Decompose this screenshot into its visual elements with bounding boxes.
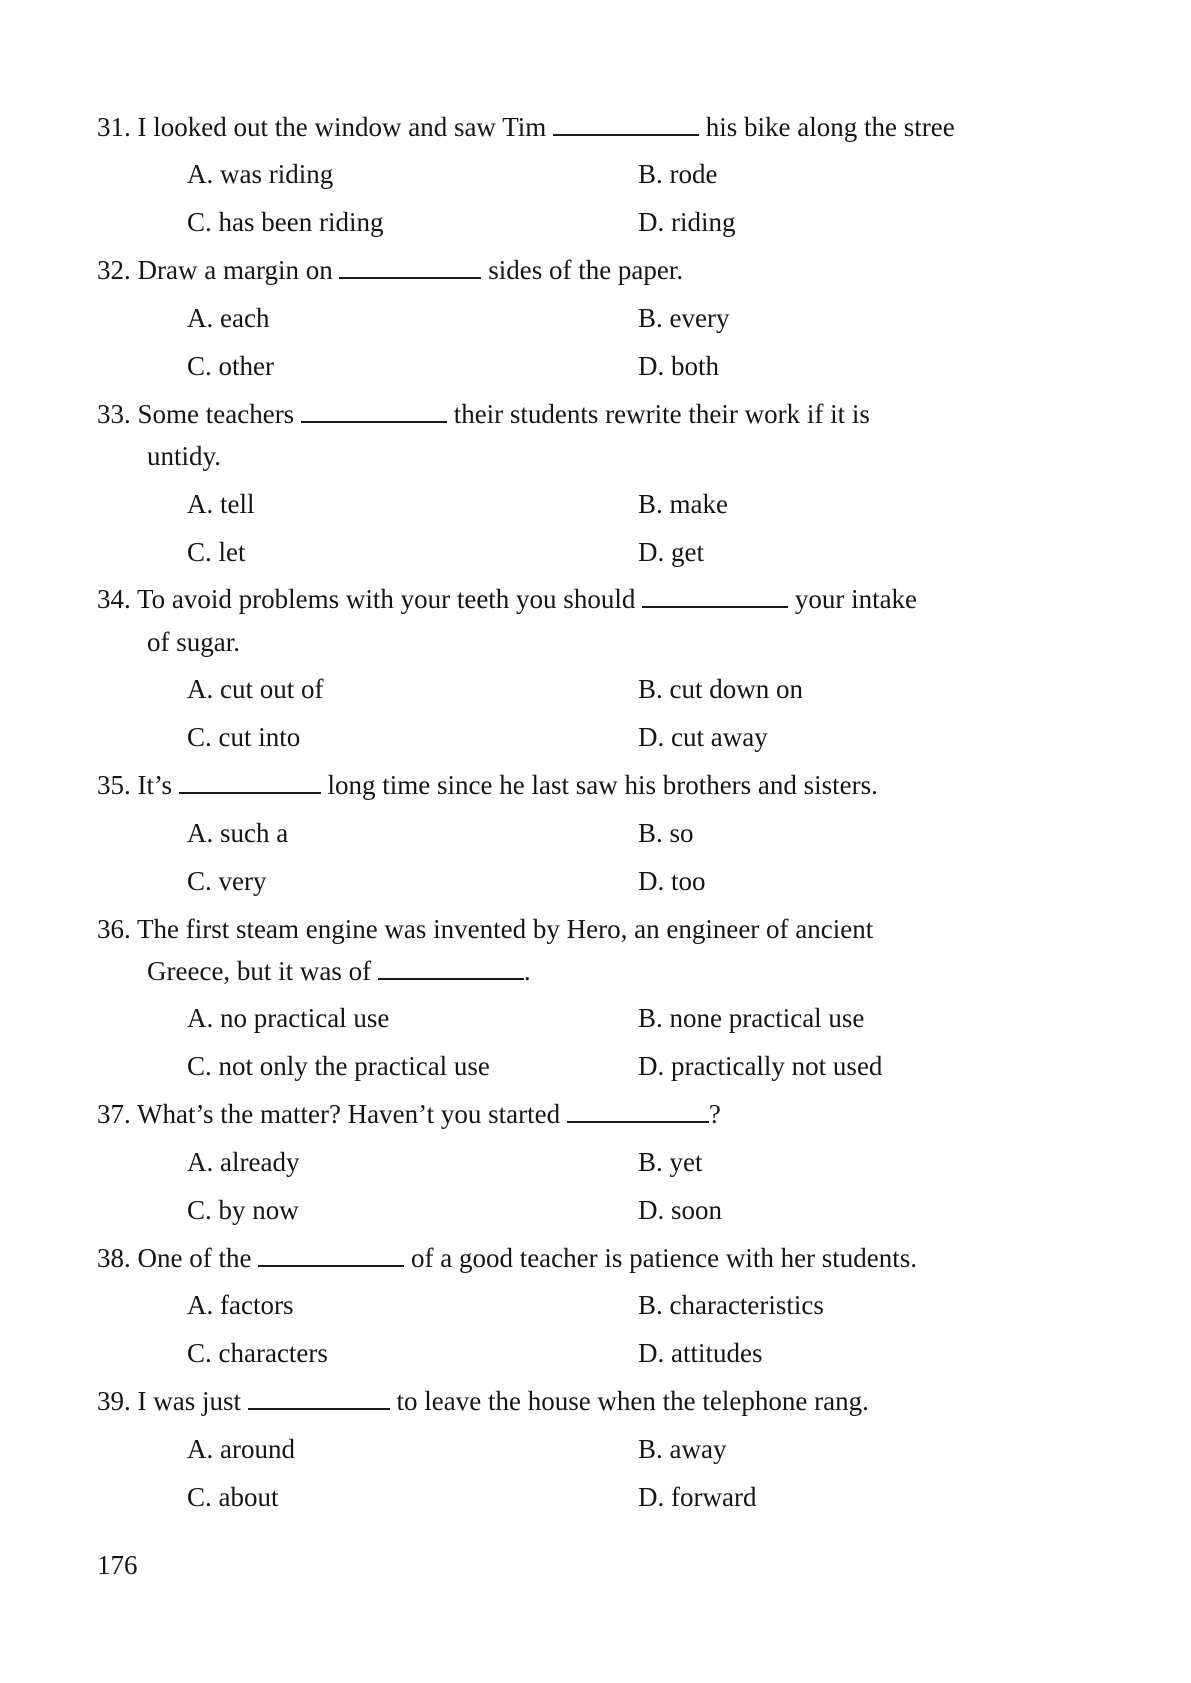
option-d: D. riding [638, 207, 736, 237]
option-c: C. by now [187, 1195, 299, 1225]
question-number: 38. [97, 1243, 131, 1273]
stem-text: long time since he last saw his brothers and sisters. [327, 770, 878, 800]
question-number: 39. [97, 1386, 131, 1416]
stem-text: their students rewrite their work if it is [453, 399, 870, 429]
option-d: D. soon [638, 1195, 723, 1225]
page-number: 176 [97, 1550, 138, 1580]
option-d: D. both [638, 351, 719, 381]
stem-text: Some teachers [137, 399, 295, 429]
question-36-stem-continued [147, 954, 531, 988]
question-number: 37. [97, 1099, 131, 1129]
question-number: 34. [97, 584, 131, 614]
option-c: C. has been riding [187, 207, 384, 237]
answer-blank [339, 257, 481, 279]
answer-blank [258, 1245, 404, 1267]
answer-blank [179, 772, 321, 794]
option-a: A. tell [187, 489, 255, 519]
question-36-stem [97, 912, 873, 946]
question-number: 33. [97, 399, 131, 429]
question-34-stem [97, 582, 917, 616]
stem-text: sides of the paper. [488, 255, 684, 285]
answer-blank [301, 401, 447, 423]
option-d: D. cut away [638, 722, 768, 752]
question-number: 32. [97, 255, 131, 285]
option-a: A. factors [187, 1290, 294, 1320]
question-number: 36. [97, 914, 131, 944]
stem-text: I looked out the window and saw Tim [137, 112, 547, 142]
stem-text: To avoid problems with your teeth you should [137, 584, 636, 614]
option-c: C. cut into [187, 722, 301, 752]
answer-blank [248, 1388, 390, 1410]
stem-text: Draw a margin on [137, 255, 333, 285]
question-32-stem [97, 253, 683, 287]
option-c: C. not only the practical use [187, 1051, 490, 1081]
question-number: 31. [97, 112, 131, 142]
answer-blank [553, 114, 699, 136]
option-a: A. each [187, 303, 270, 333]
option-a: A. around [187, 1434, 295, 1464]
question-35-stem [97, 768, 878, 802]
option-c: C. about [187, 1482, 279, 1512]
option-b: B. make [638, 489, 728, 519]
option-d: D. attitudes [638, 1338, 763, 1368]
option-d: D. get [638, 537, 704, 567]
option-a: A. already [187, 1147, 300, 1177]
question-34-stem-continued: of sugar. [147, 627, 240, 657]
option-b: B. so [638, 818, 694, 848]
stem-text: to leave the house when the telephone rang. [396, 1386, 869, 1416]
answer-blank [378, 958, 524, 980]
option-a: A. no practical use [187, 1003, 390, 1033]
option-a: A. such a [187, 818, 289, 848]
stem-text: The first steam engine was invented by Hero, an engineer of ancient [137, 914, 874, 944]
question-33-stem [97, 397, 870, 431]
stem-text: I was just [137, 1386, 241, 1416]
stem-text: your intake [794, 584, 918, 614]
stem-text: . [523, 956, 531, 986]
question-38-stem [97, 1241, 917, 1275]
option-a: A. was riding [187, 159, 334, 189]
option-b: B. every [638, 303, 730, 333]
question-39-stem [97, 1384, 869, 1418]
answer-blank [642, 586, 788, 608]
stem-text: One of the [137, 1243, 252, 1273]
option-a: A. cut out of [187, 674, 324, 704]
stem-text: ? [708, 1099, 721, 1129]
option-c: C. let [187, 537, 246, 567]
option-b: B. rode [638, 159, 718, 189]
option-b: B. none practical use [638, 1003, 865, 1033]
stem-text: It’s [137, 770, 173, 800]
option-d: D. forward [638, 1482, 757, 1512]
option-b: B. cut down on [638, 674, 803, 704]
option-c: C. very [187, 866, 267, 896]
option-b: B. characteristics [638, 1290, 824, 1320]
option-b: B. yet [638, 1147, 703, 1177]
question-number: 35. [97, 770, 131, 800]
question-31-stem [97, 110, 955, 144]
option-d: D. practically not used [638, 1051, 883, 1081]
question-37-stem [97, 1097, 721, 1131]
answer-blank [567, 1101, 709, 1123]
option-b: B. away [638, 1434, 727, 1464]
stem-text: of a good teacher is patience with her students. [410, 1243, 918, 1273]
option-d: D. too [638, 866, 706, 896]
option-c: C. other [187, 351, 274, 381]
stem-text: his bike along the stree [705, 112, 955, 142]
stem-text: What’s the matter? Haven’t you started [137, 1099, 561, 1129]
stem-text: Greece, but it was of [147, 956, 372, 986]
question-33-stem-continued: untidy. [147, 441, 221, 471]
option-c: C. characters [187, 1338, 328, 1368]
